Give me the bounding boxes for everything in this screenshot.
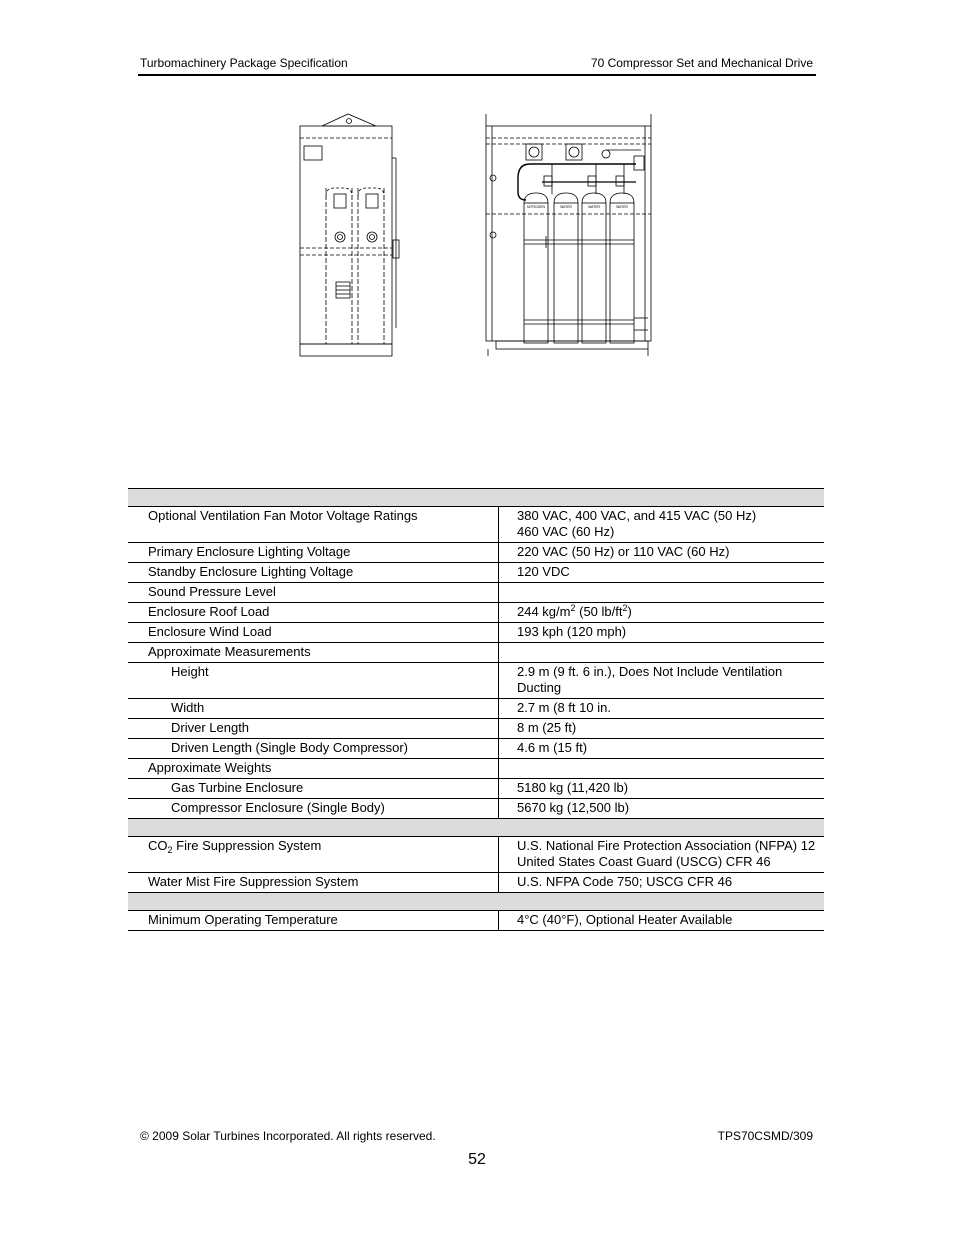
row-label: Enclosure Wind Load	[128, 623, 499, 643]
table-row	[128, 543, 824, 563]
row-value: 220 VAC (50 Hz) or 110 VAC (60 Hz)	[499, 543, 825, 563]
row-label: Standby Enclosure Lighting Voltage	[128, 563, 499, 583]
row-value: U.S. National Fire Protection Association (NFPA) 12 United States Coast Guard (USCG) CFR 46	[499, 837, 825, 873]
cylinder-label-1: NITROGEN	[527, 205, 545, 209]
row-value: 8 m (25 ft)	[499, 719, 825, 739]
cabinet-front-view	[486, 114, 651, 356]
table-row	[128, 643, 824, 663]
cylinder-label-3: WATER	[588, 205, 600, 209]
table-row	[128, 873, 824, 893]
header-rule	[138, 74, 816, 76]
row-value: 2.7 m (8 ft 10 in.	[499, 699, 825, 719]
row-label: Sound Pressure Level	[128, 583, 499, 603]
table-row	[128, 799, 824, 819]
row-value	[499, 583, 825, 603]
row-label: Width	[128, 699, 499, 719]
row-label: Enclosure Roof Load	[128, 603, 499, 623]
row-value: U.S. NFPA Code 750; USCG CFR 46	[499, 873, 825, 893]
row-label: Compressor Enclosure (Single Body)	[128, 799, 499, 819]
section-band	[128, 489, 824, 507]
table-row	[128, 911, 824, 931]
table-row	[128, 699, 824, 719]
footer-copyright: © 2009 Solar Turbines Incorporated. All rights reserved.	[140, 1129, 436, 1143]
row-value: 5670 kg (12,500 lb)	[499, 799, 825, 819]
specification-table	[128, 488, 824, 931]
row-value: 4°C (40°F), Optional Heater Available	[499, 911, 825, 931]
row-value: 193 kph (120 mph)	[499, 623, 825, 643]
row-label: Approximate Measurements	[128, 643, 499, 663]
table-row	[128, 623, 824, 643]
section-band	[128, 819, 824, 837]
cylinder-label-4: WATER	[616, 205, 628, 209]
page-number: 52	[468, 1151, 486, 1168]
row-label: Gas Turbine Enclosure	[128, 779, 499, 799]
header-section: 70 Compressor Set and Mechanical Drive	[590, 56, 813, 70]
row-value	[499, 643, 825, 663]
table-row	[128, 759, 824, 779]
table-row	[128, 837, 824, 873]
row-value: 120 VDC	[499, 563, 825, 583]
table-row	[128, 563, 824, 583]
table-row	[128, 507, 824, 543]
row-label: Primary Enclosure Lighting Voltage	[128, 543, 499, 563]
row-label: Minimum Operating Temperature	[128, 911, 499, 931]
table-row	[128, 719, 824, 739]
row-value: 2.9 m (9 ft. 6 in.), Does Not Include Ventilation Ducting	[499, 663, 825, 699]
table-row	[128, 739, 824, 759]
footer-doc-id: TPS70CSMD/309	[717, 1129, 813, 1143]
table-row	[128, 603, 824, 623]
row-value: 244 $kg/m^2$ (50 $lb/ft^2$)	[499, 603, 825, 623]
row-label: Optional Ventilation Fan Motor Voltage Ratings	[128, 507, 499, 543]
row-label: Driver Length	[128, 719, 499, 739]
section-band	[128, 893, 824, 911]
header-title: Turbomachinery Package Specification	[140, 56, 348, 70]
table-row	[128, 583, 824, 603]
cabinet-side-view	[300, 114, 399, 356]
row-label: Height	[128, 663, 499, 699]
fire-suppression-cabinet-drawing	[296, 108, 660, 364]
row-label: Approximate Weights	[128, 759, 499, 779]
row-value: 4.6 m (15 ft)	[499, 739, 825, 759]
table-row	[128, 663, 824, 699]
row-value: 5180 kg (11,420 lb)	[499, 779, 825, 799]
row-label: $CO_2$ Fire Suppression System	[128, 837, 499, 873]
row-value: 380 VAC, 400 VAC, and 415 VAC (50 Hz) 460 VAC (60 Hz)	[499, 507, 825, 543]
table-row	[128, 779, 824, 799]
cylinder-label-2: WATER	[560, 205, 572, 209]
row-label: Water Mist Fire Suppression System	[128, 873, 499, 893]
row-label: Driven Length (Single Body Compressor)	[128, 739, 499, 759]
row-value	[499, 759, 825, 779]
